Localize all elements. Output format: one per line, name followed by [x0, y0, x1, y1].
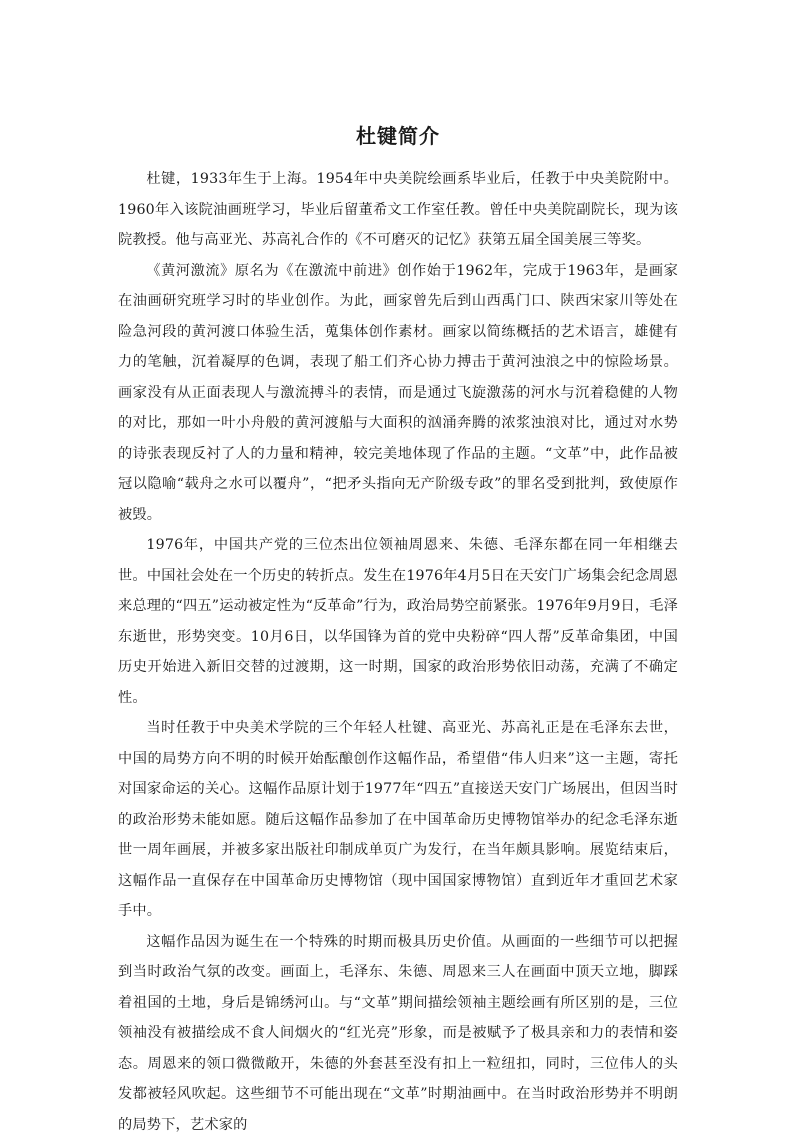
paragraph-1976: 1976年，中国共产党的三位杰出位领袖周恩来、朱德、毛泽东都在同一年相继去世。中国社会处在一个历史的转折点。发生在1976年4月5日在天安门广场集会纪念周恩来总理的“四五”运动被定性为“反革命”行为，政治局势空前紧张。1976年9月9日，毛泽东逝世，形势突变。10月6日，以华国锋为首的党中央粉碎“四人帮”反革命集团，中国历史开始进入新旧交替的过渡期，这一时期，国家的政治形势依旧动荡，充满了不确定性。: [118, 530, 678, 713]
paragraph-creation: 当时任教于中央美术学院的三个年轻人杜键、高亚光、苏高礼正是在毛泽东去世，中国的局势方向不明的时候开始酝酿创作这幅作品，希望借“伟人归来”这一主题，寄托对国家命运的关心。这幅作品原计划于1977年“四五”直接送天安门广场展出，但因当时的政治形势未能如愿。随后这幅作品参加了在中国革命历史博物馆举办的纪念毛泽东逝世一周年画展，并被多家出版社印制成单页广为发行，在当年颇具影响。展览结束后，这幅作品一直保存在中国革命历史博物馆（现中国国家博物馆）直到近年才重回艺术家手中。: [118, 713, 678, 927]
document-page: [118, 112, 678, 1140]
paragraph-yellow-river: 《黄河激流》原名为《在激流中前进》创作始于1962年，完成于1963年，是画家在油画研究班学习时的毕业创作。为此，画家曾先后到山西禹门口、陕西宋家川等处在险急河段的黄河渡口体验生活，蒐集体创作素材。画家以简练概括的艺术语言，雄健有力的笔触，沉着凝厚的色调，表现了船工们齐心协力搏击于黄河浊浪之中的惊险场景。画家没有从正面表现人与激流搏斗的表情，而是通过飞旋激荡的河水与沉着稳健的人物的对比，那如一叶小舟般的黄河渡船与大面积的汹涌奔腾的浓浆浊浪对比，通过对水势的诗张表现反衬了人的力量和精神，较完美地体现了作品的主题。“文革”中，此作品被冠以隐喻“载舟之水可以覆舟”，“把矛头指向无产阶级专政”的罪名受到批判，致使原作被毁。: [118, 256, 678, 531]
paragraph-bio: 杜键，1933年生于上海。1954年中央美院绘画系毕业后，任教于中央美院附中。1960年入该院油画班学习，毕业后留董希文工作室任教。曾任中央美院副院长，现为该院教授。他与高亚光、苏高礼合作的《不可磨灭的记忆》获第五届全国美展三等奖。: [118, 164, 678, 256]
document-title: 杜键简介: [118, 120, 678, 152]
paragraph-value: 这幅作品因为诞生在一个特殊的时期而极具历史价值。从画面的一些细节可以把握到当时政治气氛的改变。画面上，毛泽东、朱德、周恩来三人在画面中顶天立地，脚踩着祖国的土地，身后是锦绣河山。与“文革”期间描绘领袖主题绘画有所区别的是，三位领袖没有被描绘成不食人间烟火的“红光亮”形象，而是被赋予了极具亲和力的表情和姿态。周恩来的领口微微敞开，朱德的外套甚至没有扣上一粒纽扣，同时，三位伟人的头发都被轻风吹起。这些细节不可能出现在“文革”时期油画中。在当时政治形势并不明朗的局势下，艺术家的: [118, 927, 678, 1140]
